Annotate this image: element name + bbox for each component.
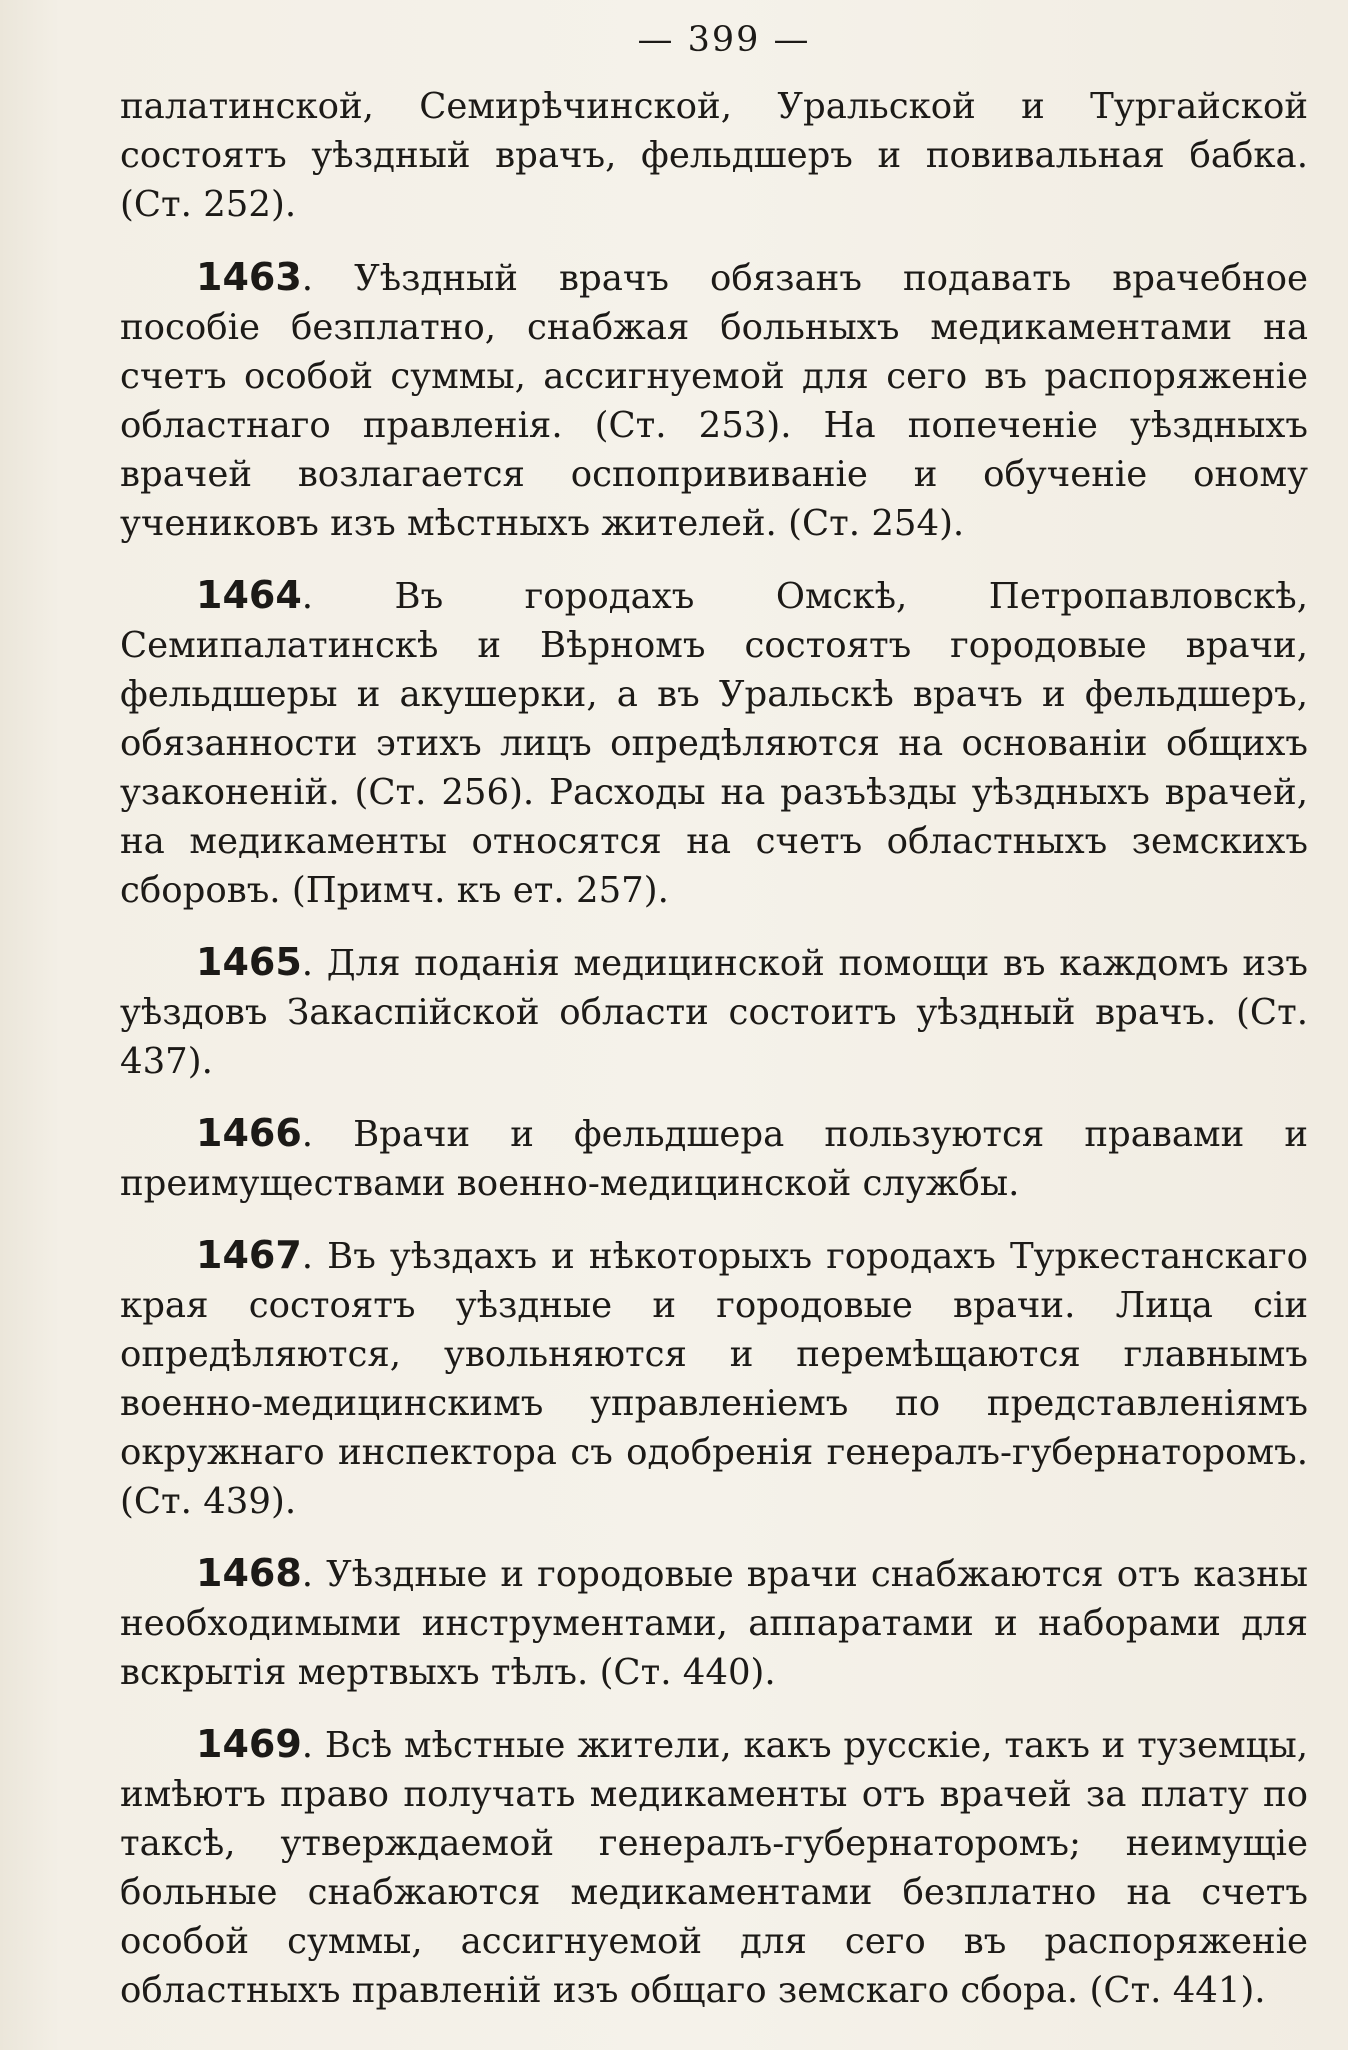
article-text: . Всѣ мѣстные жители, какъ русскіе, такъ и туземцы, имѣютъ право получать медикаменты отъ врачей за плату по таксѣ, утверждаемой генералъ-губернаторомъ; неимущіе больные снабжаются медикаментами безплатно на счетъ особой суммы, ассигнуемой для сего въ распоряженіе областныхъ правленій изъ общаго земскаго сбора. (Ст. 441). xyxy=(120,1725,1308,2011)
article-1464 xyxy=(120,571,1308,915)
page-number: — 399 — xyxy=(637,20,811,60)
article-text: . Въ уѣздахъ и нѣкоторыхъ городахъ Туркестанскаго края состоятъ уѣздные и городовые врачи. Лица сіи опредѣляются, увольняются и перемѣщаются главнымъ военно-медицинскимъ управленіемъ по представленіямъ окружнаго инспектора съ одобренія генералъ-губернаторомъ. (Ст. 439). xyxy=(120,1236,1308,1522)
article-text: . Врачи и фельдшера пользуются правами и преимуществами военно-медицинской службы. xyxy=(120,1114,1308,1204)
article-1463 xyxy=(120,253,1308,548)
article-1468 xyxy=(120,1549,1308,1697)
article-1465 xyxy=(120,938,1308,1086)
article-1469 xyxy=(120,1720,1308,2015)
article-number: 1469 xyxy=(196,1722,302,1766)
continued-paragraph: палатинской, Семирѣчинской, Уральской и Тургайской состоятъ уѣздный врачъ, фельдшеръ и повивальная бабка. (Ст. 252). xyxy=(120,86,1308,225)
article-text: . Для поданія медицинской помощи въ каждомъ изъ уѣздовъ Закаспійской области состоитъ уѣздный врачъ. (Ст. 437). xyxy=(120,943,1308,1082)
article-text: . Уѣздные и городовые врачи снабжаются отъ казны необходимыми инструментами, аппаратами и наборами для вскрытія мертвыхъ тѣлъ. (Ст. 440). xyxy=(120,1554,1308,1693)
article-number: 1463 xyxy=(196,255,302,299)
article-number: 1464 xyxy=(196,573,302,617)
article-number: 1467 xyxy=(196,1233,302,1277)
article-number: 1468 xyxy=(196,1551,302,1595)
article-1466 xyxy=(120,1109,1308,1208)
article-text: . Въ городахъ Омскѣ, Петропавловскѣ, Семипалатинскѣ и Вѣрномъ состоятъ городовые врачи, фельдшеры и акушерки, а въ Уральскѣ врачъ и фельдшеръ, обязанности этихъ лицъ опредѣляются на основаніи общихъ узаконеній. (Ст. 256). Расходы на разъѣзды уѣздныхъ врачей, на медикаменты относятся на счетъ областныхъ земскихъ сборовъ. (Примч. къ ет. 257). xyxy=(120,576,1308,911)
article-text: . Уѣздный врачъ обязанъ подавать врачебное пособіе безплатно, снабжая больныхъ медикаментами на счетъ особой суммы, ассигнуемой для сего въ распоряженіе областнаго правленія. (Ст. 253). На попеченіе уѣздныхъ врачей возлагается оспопрививаніе и обученіе оному учениковъ изъ мѣстныхъ жителей. (Ст. 254). xyxy=(120,258,1308,544)
article-1467 xyxy=(120,1231,1308,1526)
article-number: 1465 xyxy=(196,940,302,984)
article-number: 1466 xyxy=(196,1111,302,1155)
